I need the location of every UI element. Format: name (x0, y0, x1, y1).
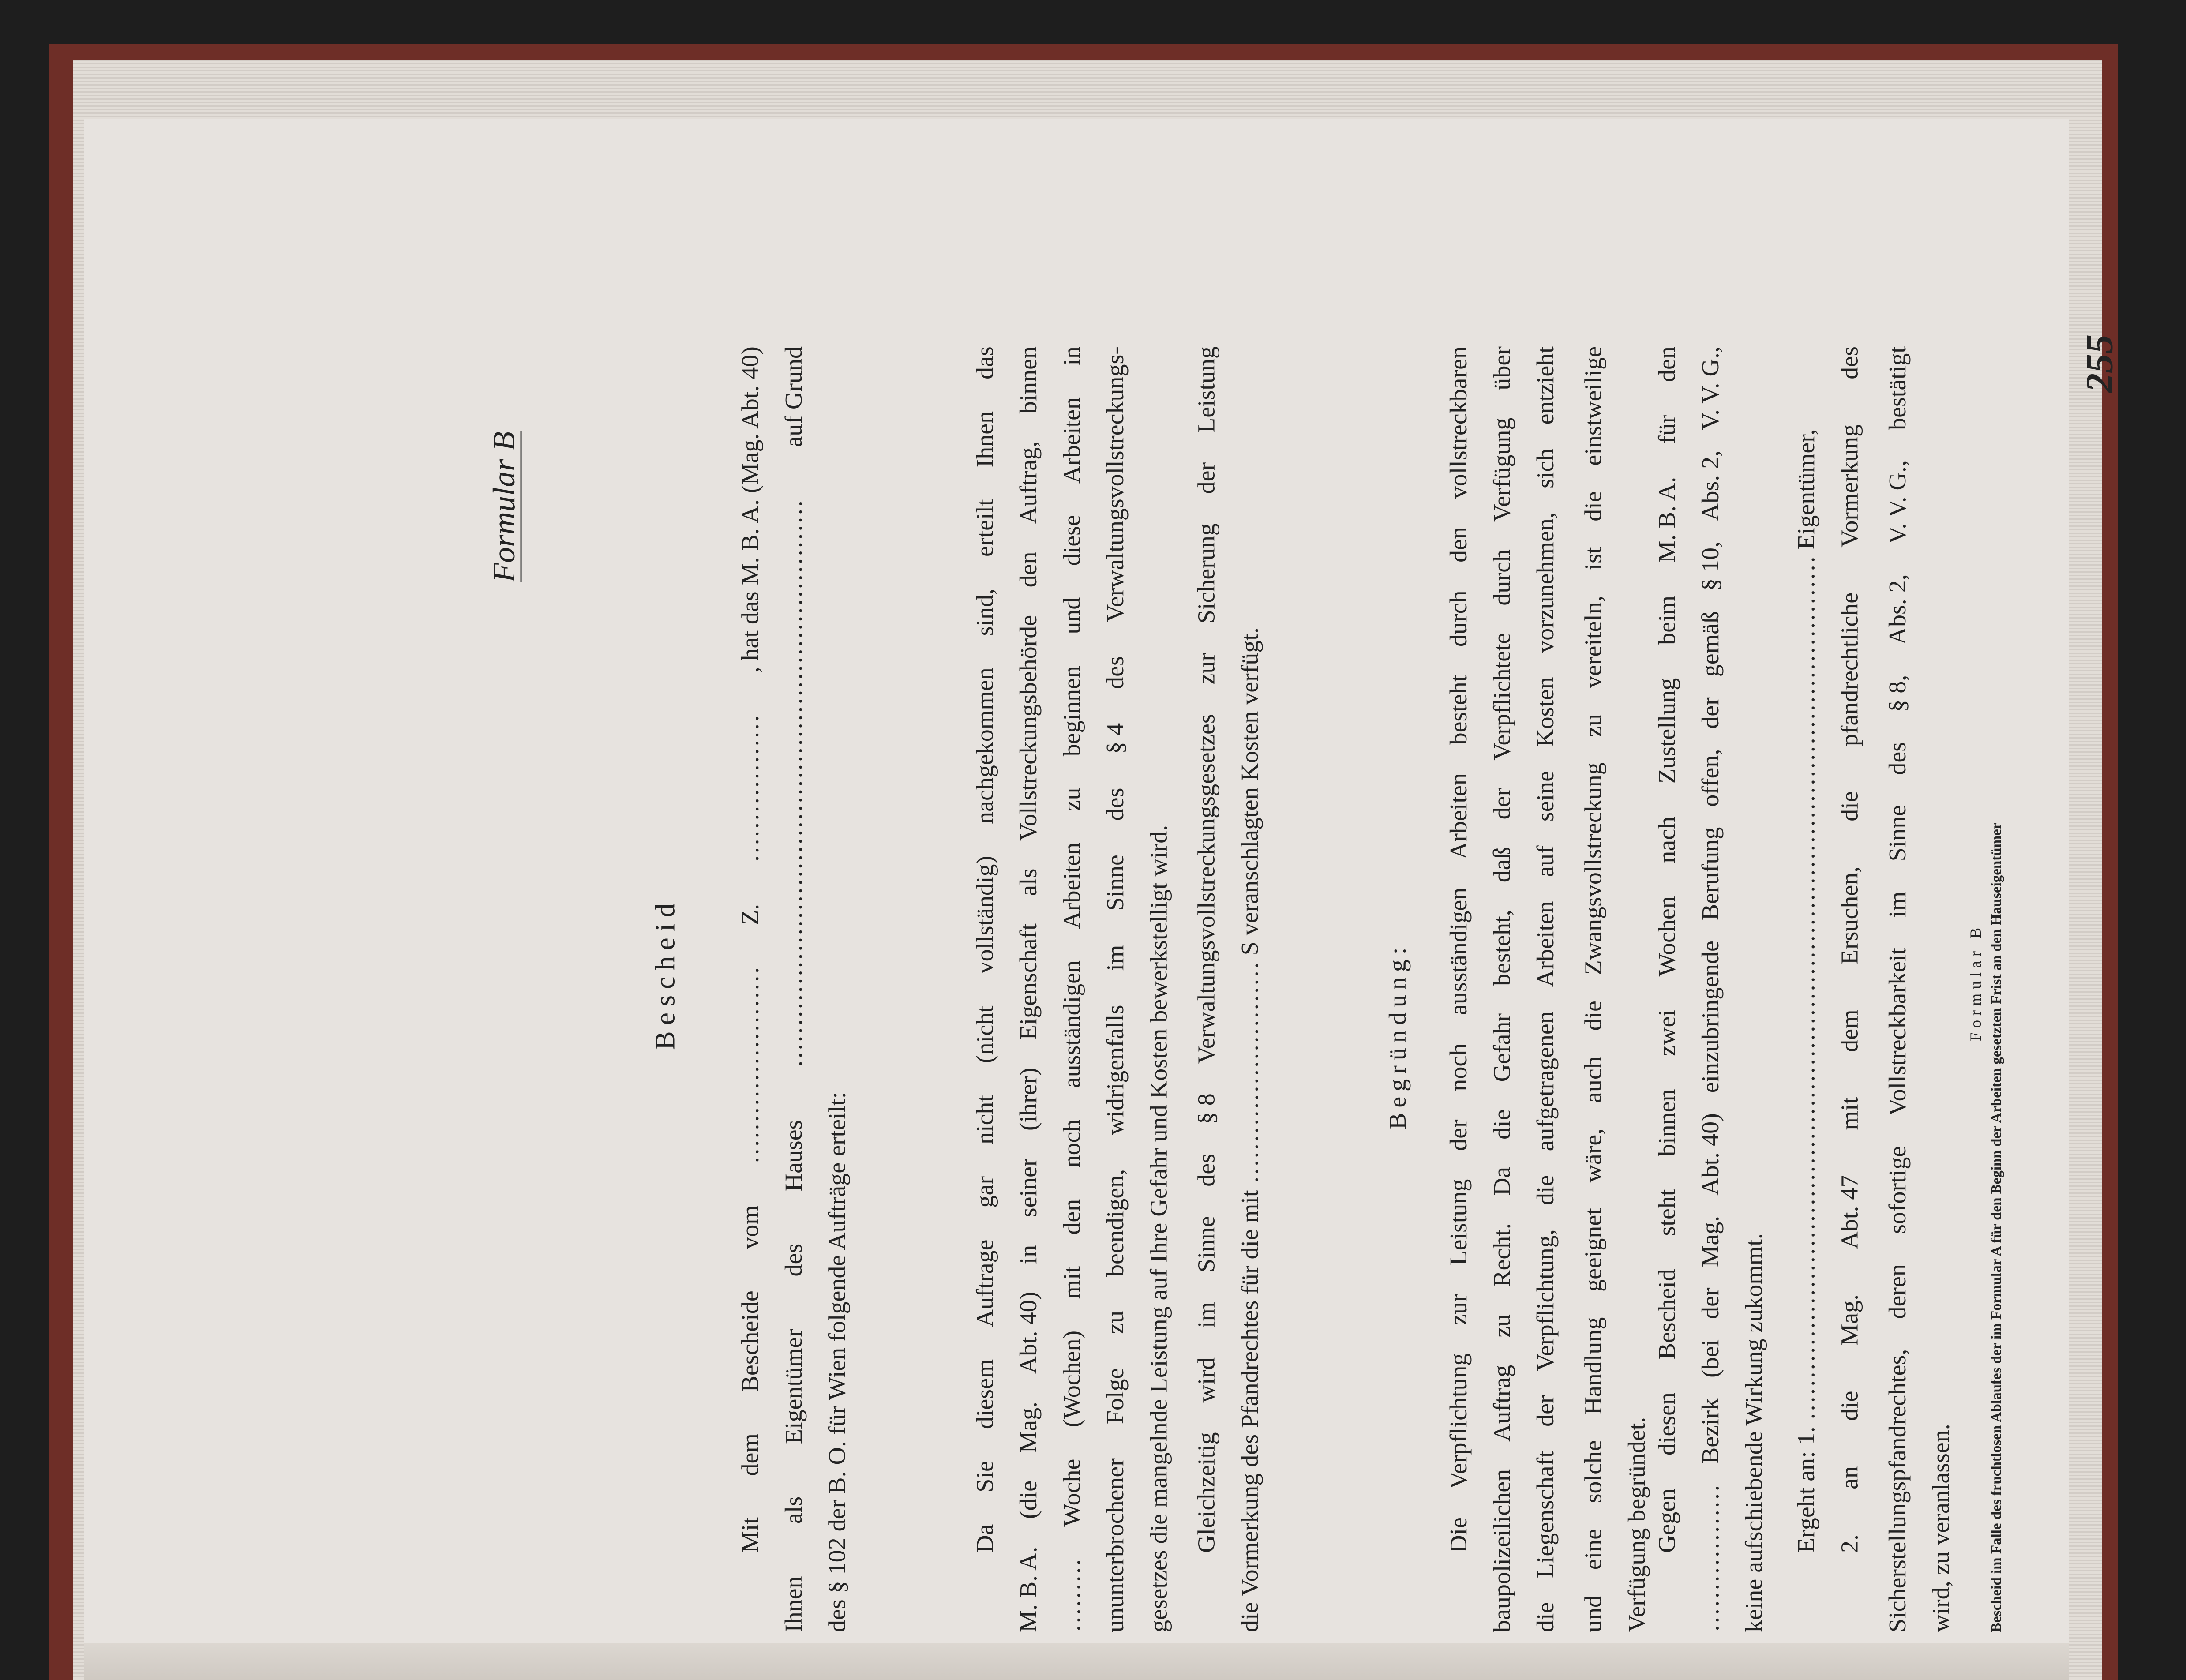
word: Bescheide (737, 1290, 764, 1392)
word: des (1193, 1154, 1220, 1187)
word: nachgekommen (971, 668, 999, 824)
text-line (825, 1092, 849, 1632)
word: dem (737, 1433, 764, 1476)
word: den (1445, 526, 1472, 562)
text-line (1624, 1417, 1649, 1632)
word: Liegenschaft (1532, 1451, 1559, 1579)
word: nicht (971, 1095, 999, 1144)
word: noch (1445, 1043, 1472, 1091)
word: Arbeiten (1058, 842, 1086, 929)
word: des (1102, 788, 1129, 821)
word: die (1532, 1175, 1559, 1206)
word: (nicht (971, 1005, 999, 1063)
word: in (1015, 1245, 1042, 1264)
word: Ihnen (971, 411, 999, 468)
word: für (1654, 415, 1681, 444)
word: ……………… (737, 714, 764, 863)
word: Sinne (1884, 805, 1911, 862)
word: Arbeiten (1058, 397, 1086, 484)
word: wird (1193, 1357, 1220, 1403)
word: Sicherstellungspfandrechtes, (1884, 1349, 1911, 1632)
word: gemäß (1697, 611, 1725, 677)
word: die (1579, 1001, 1607, 1031)
word: , hat das M. B. A. (Mag. Abt. 40) (737, 346, 764, 673)
word: den (1015, 551, 1042, 588)
word: Vollstreckungsbehörde (1015, 615, 1042, 841)
word: beendigen, (1102, 1169, 1129, 1277)
word: ununterbrochener (1102, 1458, 1129, 1632)
word: gar (971, 1176, 999, 1208)
word: der (1193, 462, 1220, 494)
word: § 8 (1193, 1093, 1220, 1125)
word: Bescheid (1654, 1269, 1681, 1360)
word: mit (1836, 1097, 1864, 1130)
ergeht-line-4: wird, zu veranlassen. (1927, 1424, 1955, 1632)
formular-title: Formular B (486, 431, 521, 582)
word: Auftrag (1489, 1365, 1516, 1442)
word: (Wochen) (1058, 1330, 1086, 1428)
word: pfandrechtliche (1836, 592, 1864, 746)
ergeht-line-2 (1837, 346, 1864, 1553)
word: diesen (1654, 1392, 1681, 1456)
word: Mag. (1697, 1215, 1725, 1268)
word: Leistung (1445, 1179, 1472, 1266)
word: über (1489, 346, 1516, 390)
text-line (1490, 346, 1514, 1632)
word: Abt. 40) (1697, 1113, 1725, 1196)
word: mit (1058, 1266, 1086, 1299)
word: des § 102 der B. O. für Wien folgende Aufträge erteilt: (824, 1091, 851, 1632)
word: Leistung (1193, 346, 1220, 433)
text-line (1534, 346, 1558, 1632)
word: binnen (1015, 346, 1042, 414)
word: 2. (1836, 1534, 1864, 1553)
word: Vormerkung (1836, 424, 1864, 548)
word: Berufung (1697, 827, 1725, 921)
word: sich (1532, 448, 1559, 488)
word: den (1654, 346, 1681, 382)
word: in (1058, 346, 1086, 366)
word: Eigentümer (780, 1329, 807, 1444)
word: geeignet (1579, 1208, 1607, 1292)
word: zur (1193, 653, 1220, 685)
word: Gegen (1654, 1488, 1681, 1553)
text-line (1194, 346, 1219, 1553)
word: keine aufschiebende Wirkung zukommt. (1740, 1233, 1768, 1632)
word: bestätigt (1884, 346, 1911, 430)
word: des (1836, 346, 1864, 379)
word: der (1697, 1287, 1725, 1319)
word: Da (1489, 1166, 1516, 1196)
word: Verpflichtung, (1532, 1229, 1559, 1372)
word: Vollstreckbarkeit (1884, 948, 1911, 1116)
word: daß (1489, 847, 1516, 883)
text-line (738, 346, 762, 1553)
word: seiner (1015, 1158, 1042, 1218)
text-line (1447, 346, 1471, 1553)
word: besteht, (1489, 910, 1516, 986)
word: wäre, (1579, 1128, 1607, 1183)
word: diese (1058, 515, 1086, 566)
word: vorzunehmen, (1532, 512, 1559, 653)
word: Abt. 47 (1836, 1175, 1864, 1249)
word: Mit (737, 1517, 764, 1553)
word: vollstreckbaren (1445, 346, 1472, 499)
word: widrigenfalls (1102, 1005, 1129, 1136)
word: den (1058, 1199, 1086, 1235)
word: Z. (737, 904, 764, 925)
word: Sinne (1193, 1216, 1220, 1273)
word: einstweilige (1579, 346, 1607, 466)
word: Abt. 40) (1015, 1291, 1042, 1374)
text-line (1742, 1233, 1766, 1632)
word: durch (1445, 590, 1472, 647)
word: Ihnen (780, 1576, 807, 1632)
word: (bei (1697, 1339, 1725, 1378)
word: (ihrer) (1015, 1068, 1042, 1131)
word: sofortige (1884, 1146, 1911, 1234)
ergeht-line-3 (1885, 346, 1911, 1632)
word: Zwangsvollstreckung (1579, 762, 1607, 975)
word: auch (1579, 1056, 1607, 1103)
word: im (1102, 945, 1129, 971)
word: der (1489, 788, 1516, 820)
word: Kosten (1532, 677, 1559, 747)
text-line (1581, 346, 1605, 1632)
word: …………………… (737, 966, 764, 1164)
word: (die (1015, 1480, 1042, 1519)
word: § 8, (1884, 675, 1911, 712)
word: auf Grund (780, 346, 807, 447)
word: einzubringende (1697, 941, 1725, 1093)
word: vollständig) (971, 855, 999, 974)
word: vereiteln, (1579, 596, 1607, 688)
word: der (1445, 1119, 1472, 1151)
word: steht (1654, 1189, 1681, 1236)
word: Die (1445, 1517, 1472, 1553)
text-line (1060, 346, 1084, 1632)
word: Zustellung (1654, 678, 1681, 784)
word: Verwaltungsvollstreckungs- (1102, 346, 1129, 622)
word: entzieht (1532, 346, 1559, 425)
word: Handlung (1579, 1317, 1607, 1415)
word: beim (1654, 595, 1681, 645)
word: Verwaltungsvollstreckungsgesetzes (1193, 714, 1220, 1064)
text-line (1655, 346, 1679, 1553)
word: solche (1579, 1440, 1607, 1504)
word: Recht. (1489, 1223, 1516, 1287)
word: zu (1058, 788, 1086, 811)
word: Arbeiten (1445, 773, 1472, 860)
word: ausständigen (1058, 960, 1086, 1088)
word: ausständigen (1445, 887, 1472, 1016)
begruendung-heading: Begründung: (1384, 942, 1411, 1129)
text-line (1699, 346, 1723, 1632)
word: Auftrag, (1015, 441, 1042, 525)
word: diesem (971, 1359, 999, 1429)
word: sind, (971, 588, 999, 636)
word: V. V. G., (1884, 460, 1911, 544)
text-line (1016, 346, 1040, 1632)
word: Verfügung begründet. (1623, 1417, 1650, 1632)
word: Ersuchen, (1836, 866, 1864, 965)
word: die (1579, 491, 1607, 521)
word: im (1193, 1301, 1220, 1328)
word: Da (971, 1524, 999, 1553)
word: zu (1102, 1310, 1129, 1334)
text-line (1147, 825, 1171, 1632)
word: Eigenschaft (1015, 923, 1042, 1040)
word: M. B. A. (1654, 476, 1681, 563)
word: § 4 (1102, 723, 1129, 754)
document-heading: Bescheid (649, 897, 681, 1050)
word: ist (1579, 547, 1607, 570)
word: Gleichzeitig (1193, 1432, 1220, 1553)
footnote-text: Bescheid im Falle des fruchtlosen Ablaufes der im Formular A für den Beginn der Arbeiten gesetzten Frist an den Hauseigentümer (1988, 822, 2005, 1632)
word: gesetzes die mangelnde Leistung auf Ihre Gefahr und Kosten bewerkstelligt wird. (1145, 825, 1173, 1632)
word: deren (1884, 1264, 1911, 1319)
word: V. V. G., (1697, 346, 1725, 430)
footnote-title: Formular B (1967, 923, 1985, 1041)
word: zwei (1654, 1009, 1681, 1056)
word: baupolizeilichen (1489, 1469, 1516, 1632)
text-line (973, 346, 997, 1553)
word: die (1532, 1602, 1559, 1632)
word: als (1015, 868, 1042, 896)
word: M. B. A. (1015, 1546, 1042, 1632)
word: Bezirk (1697, 1398, 1725, 1464)
word: binnen (1654, 1089, 1681, 1156)
word: vom (737, 1205, 764, 1249)
word: dem (1836, 1009, 1864, 1052)
word: die (1836, 1391, 1864, 1421)
word: die Vormerkung des Pfandrechtes für die mit ……………………… S veranschlagten Kosten verfügt. (1236, 627, 1264, 1632)
word: und (1058, 597, 1086, 634)
word: Auftrage (971, 1239, 999, 1328)
word: des (1884, 742, 1911, 775)
text-line (1103, 346, 1127, 1632)
word: erteilt (971, 499, 999, 557)
word: Woche (1058, 1459, 1086, 1527)
word: Verfügung (1489, 417, 1516, 522)
word: der (1532, 1395, 1559, 1427)
word: im (1884, 891, 1911, 918)
word: der (1697, 697, 1725, 729)
word: ……… (1058, 1558, 1086, 1632)
word: Gefahr (1489, 1013, 1516, 1082)
word: aufgetragenen (1532, 1011, 1559, 1151)
word: zu (1489, 1314, 1516, 1338)
word: Wochen (1654, 896, 1681, 977)
word: nach (1654, 816, 1681, 863)
word: Verpflichtete (1489, 633, 1516, 761)
word: Abs. 2, (1697, 450, 1725, 521)
word: Verpflichtung (1445, 1353, 1472, 1489)
word: offen, (1697, 749, 1725, 807)
rotated-page-content (247, 278, 2159, 1650)
word: Hauses (780, 1120, 807, 1192)
word: an (1836, 1466, 1864, 1489)
word: § 10, (1697, 541, 1725, 591)
word: Arbeiten (1532, 901, 1559, 987)
word: noch (1058, 1119, 1086, 1168)
word: beginnen (1058, 665, 1086, 757)
word: durch (1489, 549, 1516, 606)
word: des (1102, 656, 1129, 689)
word: Folge (1102, 1368, 1129, 1425)
ergeht-line-1: Ergeht an: 1. …………………………………………………………………………………………… Eigentümer, (1792, 429, 1820, 1553)
word: des (780, 1243, 807, 1277)
word: als (780, 1496, 807, 1524)
word: das (971, 346, 999, 379)
word: besteht (1445, 675, 1472, 745)
word: Sicherung (1193, 523, 1220, 624)
word: zur (1445, 1294, 1472, 1325)
word: …………………………………………………………… (780, 499, 807, 1068)
word: Sinne (1102, 855, 1129, 911)
word: Mag. (1836, 1294, 1864, 1346)
word: Mag. (1015, 1401, 1042, 1453)
text-line (782, 346, 806, 1632)
word: eine (1579, 1529, 1607, 1570)
word: und (1579, 1595, 1607, 1632)
word: ……………… (1697, 1484, 1725, 1632)
page-number: 255 (2078, 334, 2121, 393)
word: die (1489, 1109, 1516, 1140)
word: die (1836, 791, 1864, 821)
word: Abs. 2, (1884, 574, 1911, 645)
word: Sie (971, 1461, 999, 1492)
word: seine (1532, 771, 1559, 822)
word: auf (1532, 845, 1559, 877)
word: zu (1579, 713, 1607, 737)
text-line (1238, 627, 1262, 1632)
